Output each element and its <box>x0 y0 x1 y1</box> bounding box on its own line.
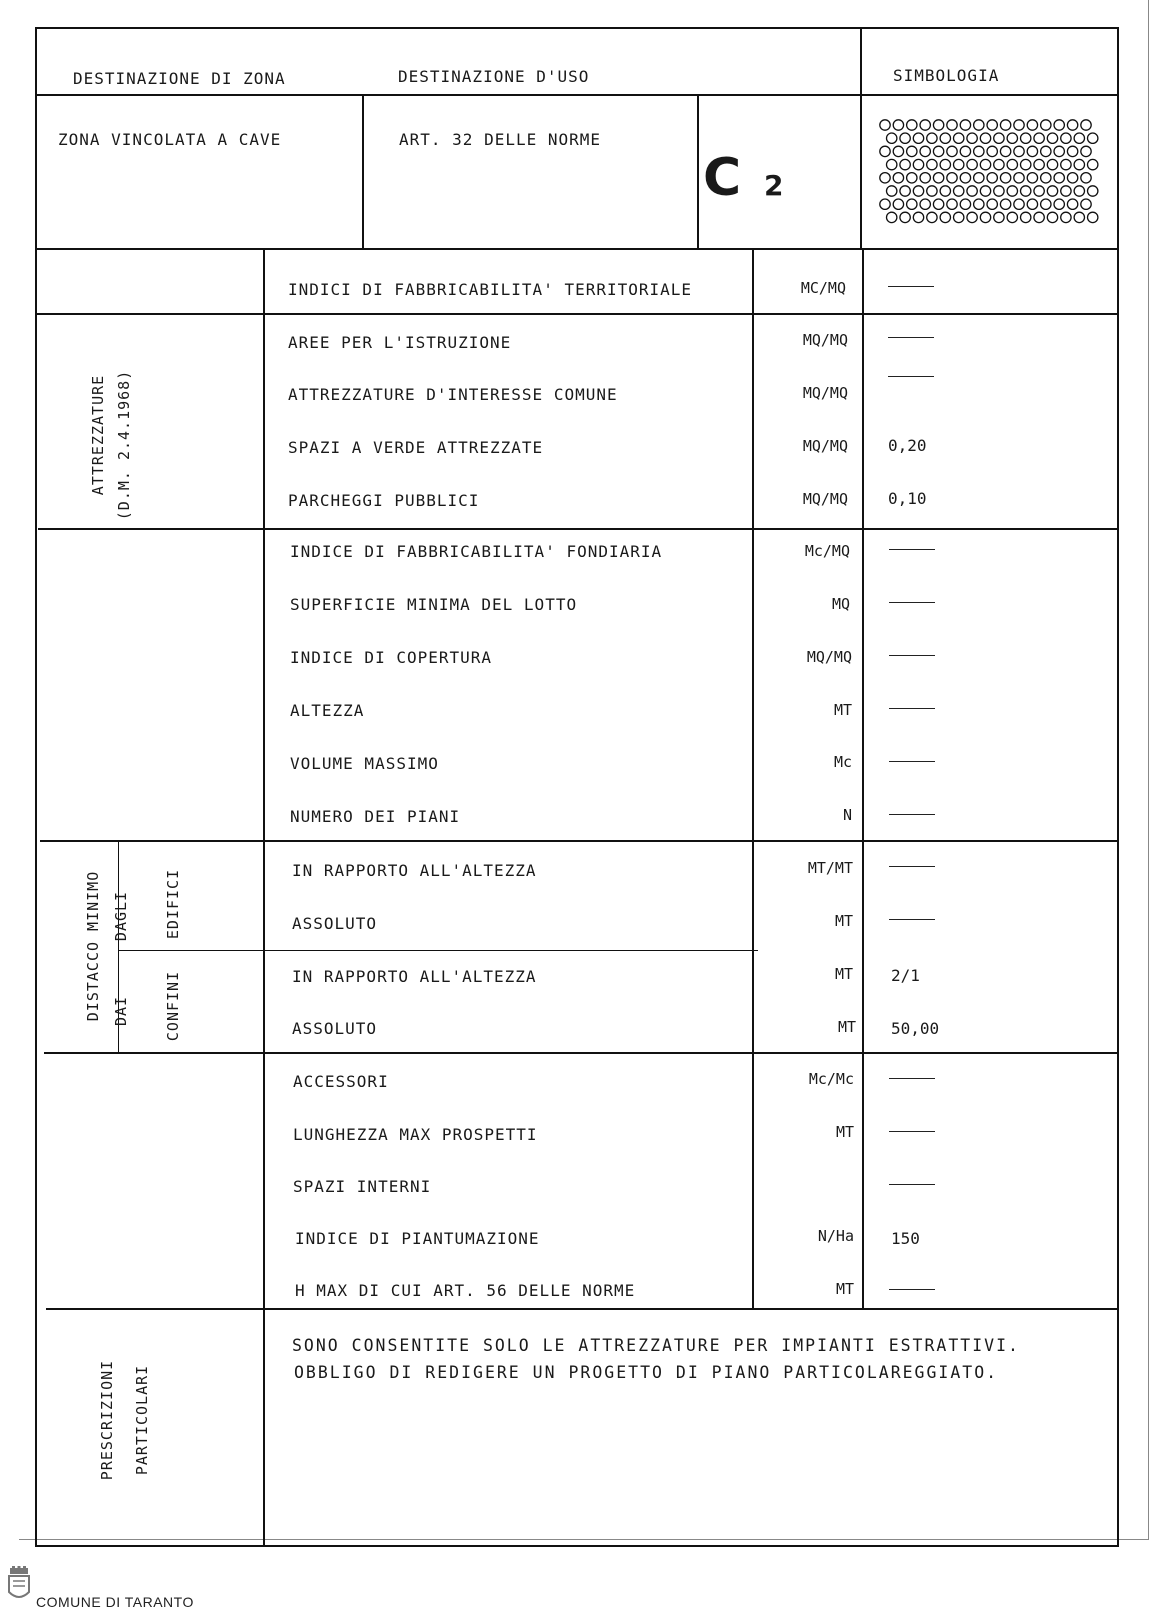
pattern-circle <box>887 186 897 196</box>
pattern-circle <box>913 159 923 169</box>
pattern-circle <box>1007 133 1017 143</box>
distacco-row-unit: MT <box>834 965 853 983</box>
pattern-circle <box>927 186 937 196</box>
pattern-circle <box>1007 159 1017 169</box>
territorial-value-dash <box>888 286 934 287</box>
pattern-circle <box>1041 199 1051 209</box>
altri-row-label: LUNGHEZZA MAX PROSPETTI <box>293 1125 538 1144</box>
pattern-circle <box>947 173 957 183</box>
fondiaria-row-value-dash <box>889 655 935 656</box>
pattern-circle <box>880 146 890 156</box>
attrezzature-row-label: PARCHEGGI PUBBLICI <box>288 491 480 510</box>
distacco-row-value-dash <box>889 866 935 867</box>
distacco-row-value: 2/1 <box>891 966 920 985</box>
attrezzature-row-value: 0,20 <box>888 436 927 455</box>
pattern-circle <box>1007 212 1017 222</box>
pattern-circle <box>954 186 964 196</box>
pattern-circle <box>1000 173 1010 183</box>
fondiaria-row-label: SUPERFICIE MINIMA DEL LOTTO <box>290 595 578 614</box>
distacco-edifici-label: EDIFICI <box>164 868 182 940</box>
pattern-circle <box>1074 186 1084 196</box>
circle-pattern-icon <box>878 118 1100 226</box>
pattern-circle <box>900 212 910 222</box>
pattern-circle <box>1067 173 1077 183</box>
rule-territorial <box>37 313 1119 315</box>
header-simbologia: SIMBOLOGIA <box>893 66 1000 85</box>
pattern-circle <box>980 212 990 222</box>
pattern-circle <box>1074 212 1084 222</box>
pattern-circle <box>974 146 984 156</box>
pattern-circle <box>967 133 977 143</box>
pattern-circle <box>907 120 917 130</box>
pattern-circle <box>1081 146 1091 156</box>
pattern-circle <box>1027 120 1037 130</box>
pattern-circle <box>1088 133 1098 143</box>
rule-col-use <box>362 94 364 248</box>
pattern-circle <box>920 199 930 209</box>
pattern-circle <box>1088 159 1098 169</box>
altri-row-value-dash <box>889 1289 935 1290</box>
zone-name: ZONA VINCOLATA A CAVE <box>58 130 282 149</box>
pattern-circle <box>1000 199 1010 209</box>
pattern-circle <box>967 186 977 196</box>
pattern-circle <box>880 173 890 183</box>
pattern-circle <box>1047 186 1057 196</box>
pattern-circle <box>974 173 984 183</box>
pattern-circle <box>1000 146 1010 156</box>
pattern-circle <box>987 120 997 130</box>
pattern-circle <box>1088 212 1098 222</box>
zone-code-letter: C <box>703 148 742 208</box>
altri-row-unit: Mc/Mc <box>808 1070 854 1088</box>
pattern-circle <box>994 212 1004 222</box>
pattern-circle <box>1061 186 1071 196</box>
pattern-circle <box>1000 120 1010 130</box>
pattern-circle <box>940 212 950 222</box>
pattern-circle <box>1014 199 1024 209</box>
pattern-circle <box>920 173 930 183</box>
prescrizioni-text-line: SONO CONSENTITE SOLO LE ATTREZZATURE PER IMPIANTI ESTRATTIVI. <box>292 1336 1020 1355</box>
altri-row-label: H MAX DI CUI ART. 56 DELLE NORME <box>295 1281 636 1300</box>
rule-distacco <box>44 1052 1119 1054</box>
pattern-circle <box>1021 212 1031 222</box>
pattern-circle <box>960 146 970 156</box>
pattern-circle <box>994 159 1004 169</box>
pattern-circle <box>1021 186 1031 196</box>
altri-row-label: INDICE DI PIANTUMAZIONE <box>295 1229 540 1248</box>
distacco-row-label: ASSOLUTO <box>292 1019 378 1038</box>
pattern-circle <box>933 173 943 183</box>
pattern-circle <box>980 133 990 143</box>
pattern-circle <box>1061 212 1071 222</box>
distacco-row-value-dash <box>889 919 935 920</box>
pattern-circle <box>940 186 950 196</box>
pattern-circle <box>967 212 977 222</box>
attrezzature-row-unit: MQ/MQ <box>802 331 848 349</box>
rule-distacco-mid <box>118 950 758 951</box>
territorial-label: INDICI DI FABBRICABILITA' TERRITORIALE <box>288 280 693 299</box>
pattern-circle <box>913 186 923 196</box>
pattern-circle <box>913 133 923 143</box>
pattern-circle <box>907 199 917 209</box>
distacco-row-unit: MT/MT <box>807 859 853 877</box>
pattern-circle <box>920 146 930 156</box>
attrezzature-row-unit: MQ/MQ <box>802 490 848 508</box>
pattern-circle <box>960 199 970 209</box>
fondiaria-row-label: INDICE DI FABBRICABILITA' FONDIARIA <box>290 542 663 561</box>
fondiaria-row-label: ALTEZZA <box>290 701 365 720</box>
altri-row-unit: MT <box>835 1280 854 1298</box>
pattern-circle <box>980 159 990 169</box>
fondiaria-row-unit: MT <box>833 701 852 719</box>
distacco-row-label: IN RAPPORTO ALL'ALTEZZA <box>292 861 537 880</box>
pattern-circle <box>1047 159 1057 169</box>
fondiaria-row-value-dash <box>889 814 935 815</box>
pattern-circle <box>1081 120 1091 130</box>
pattern-circle <box>933 199 943 209</box>
header-destinazione-uso: DESTINAZIONE D'USO <box>398 67 590 86</box>
pattern-circle <box>920 120 930 130</box>
rule-zone <box>35 248 1119 250</box>
altri-row-value-dash <box>889 1184 935 1185</box>
fondiaria-row-value-dash <box>889 761 935 762</box>
pattern-circle <box>1054 199 1064 209</box>
pattern-circle <box>954 133 964 143</box>
pattern-circle <box>933 120 943 130</box>
fondiaria-row-unit: Mc <box>833 753 852 771</box>
pattern-circle <box>947 199 957 209</box>
fondiaria-row-label: NUMERO DEI PIANI <box>290 807 461 826</box>
distacco-edifici-label: DAGLI <box>112 890 130 942</box>
fondiaria-row-unit: N <box>842 806 852 824</box>
pattern-circle <box>1021 159 1031 169</box>
attrezzature-group-label: ATTREZZATURE <box>89 374 107 496</box>
pattern-circle <box>1067 199 1077 209</box>
zone-use: ART. 32 DELLE NORME <box>399 130 602 149</box>
pattern-circle <box>1014 173 1024 183</box>
pattern-circle <box>1054 173 1064 183</box>
pattern-circle <box>940 159 950 169</box>
pattern-circle <box>1081 173 1091 183</box>
pattern-circle <box>913 212 923 222</box>
attrezzature-row-value-dash <box>888 337 934 338</box>
fondiaria-row-unit: MQ <box>831 595 850 613</box>
distacco-row-value: 50,00 <box>891 1019 940 1038</box>
pattern-circle <box>927 133 937 143</box>
pattern-circle <box>947 120 957 130</box>
pattern-circle <box>1054 120 1064 130</box>
fondiaria-row-label: VOLUME MASSIMO <box>290 754 439 773</box>
altri-row-unit: N/Ha <box>817 1227 854 1245</box>
pattern-circle <box>1041 146 1051 156</box>
pattern-circle <box>1041 120 1051 130</box>
pattern-circle <box>940 133 950 143</box>
fondiaria-row-unit: Mc/MQ <box>804 542 850 560</box>
pattern-circle <box>887 212 897 222</box>
pattern-circle <box>1041 173 1051 183</box>
pattern-circle <box>1061 159 1071 169</box>
municipal-crest-icon <box>6 1566 32 1606</box>
pattern-circle <box>1067 146 1077 156</box>
pattern-circle <box>887 133 897 143</box>
pattern-circle <box>900 159 910 169</box>
altri-row-value: 150 <box>891 1229 920 1248</box>
rule-altri <box>46 1308 1119 1310</box>
pattern-circle <box>893 120 903 130</box>
pattern-circle <box>1027 146 1037 156</box>
pattern-circle <box>987 199 997 209</box>
pattern-circle <box>947 146 957 156</box>
pattern-circle <box>1074 133 1084 143</box>
zone-code-number: 2 <box>764 169 784 202</box>
pattern-circle <box>954 212 964 222</box>
pattern-circle <box>1034 186 1044 196</box>
header-destinazione-zona: DESTINAZIONE DI ZONA <box>73 69 286 88</box>
attrezzature-row-unit: MQ/MQ <box>802 384 848 402</box>
distacco-group-label: DISTACCO MINIMO <box>84 870 102 1022</box>
pattern-circle <box>927 159 937 169</box>
pattern-circle <box>887 159 897 169</box>
pattern-circle <box>1014 120 1024 130</box>
fondiaria-row-value-dash <box>889 549 935 550</box>
attrezzature-row-unit: MQ/MQ <box>802 437 848 455</box>
attrezzature-row-label: AREE PER L'ISTRUZIONE <box>288 333 512 352</box>
prescrizioni-text-line: OBBLIGO DI REDIGERE UN PROGETTO DI PIANO PARTICOLAREGGIATO. <box>294 1363 999 1382</box>
attrezzature-row-value: 0,10 <box>888 489 927 508</box>
pattern-circle <box>954 159 964 169</box>
altri-row-value-dash <box>889 1131 935 1132</box>
attrezzature-row-value-dash <box>888 376 934 377</box>
pattern-circle <box>907 146 917 156</box>
fondiaria-row-label: INDICE DI COPERTURA <box>290 648 493 667</box>
rule-col-code <box>697 94 699 248</box>
rule-col-values <box>862 248 864 1308</box>
fondiaria-row-unit: MQ/MQ <box>806 648 852 666</box>
footer-comune: COMUNE DI TARANTO <box>36 1594 194 1610</box>
distacco-row-label: IN RAPPORTO ALL'ALTEZZA <box>292 967 537 986</box>
pattern-circle <box>1081 199 1091 209</box>
rule-fondiaria <box>40 840 1119 842</box>
pattern-circle <box>960 173 970 183</box>
rule-attrezzature <box>38 528 1119 530</box>
pattern-circle <box>1047 212 1057 222</box>
attrezzature-row-label: SPAZI A VERDE ATTREZZATE <box>288 438 544 457</box>
pattern-circle <box>893 199 903 209</box>
pattern-circle <box>987 146 997 156</box>
pattern-circle <box>1034 133 1044 143</box>
altri-row-value-dash <box>889 1078 935 1079</box>
pattern-circle <box>1014 146 1024 156</box>
pattern-circle <box>1034 159 1044 169</box>
pattern-circle <box>880 120 890 130</box>
rule-col-labels <box>263 248 265 1547</box>
pattern-circle <box>1021 133 1031 143</box>
pattern-circle <box>1027 199 1037 209</box>
pattern-circle <box>980 186 990 196</box>
distacco-row-unit: MT <box>834 912 853 930</box>
pattern-circle <box>933 146 943 156</box>
pattern-circle <box>880 199 890 209</box>
altri-row-label: SPAZI INTERNI <box>293 1177 432 1196</box>
territorial-unit: MC/MQ <box>800 279 846 297</box>
pattern-circle <box>927 212 937 222</box>
pattern-circle <box>1054 146 1064 156</box>
pattern-circle <box>974 199 984 209</box>
pattern-circle <box>1047 133 1057 143</box>
rule-col-simbologia <box>860 27 862 248</box>
pattern-circle <box>967 159 977 169</box>
attrezzature-row-label: ATTREZZATURE D'INTERESSE COMUNE <box>288 385 618 404</box>
pattern-circle <box>960 120 970 130</box>
pattern-circle <box>900 186 910 196</box>
rule-col-units <box>752 248 754 1308</box>
fondiaria-row-value-dash <box>889 602 935 603</box>
fondiaria-row-value-dash <box>889 708 935 709</box>
attrezzature-group-decree: (D.M. 2.4.1968) <box>115 369 133 521</box>
pattern-circle <box>987 173 997 183</box>
pattern-circle <box>907 173 917 183</box>
prescrizioni-label: PRESCRIZIONI <box>98 1359 116 1481</box>
distacco-confini-label: CONFINI <box>164 970 182 1042</box>
pattern-circle <box>994 133 1004 143</box>
distacco-row-unit: MT <box>837 1018 856 1036</box>
pattern-circle <box>974 120 984 130</box>
pattern-circle <box>1007 186 1017 196</box>
pattern-circle <box>994 186 1004 196</box>
pattern-circle <box>893 173 903 183</box>
pattern-circle <box>1074 159 1084 169</box>
rule-header <box>35 94 1119 96</box>
zone-sheet-table <box>35 27 1119 1547</box>
pattern-circle <box>900 133 910 143</box>
pattern-circle <box>1061 133 1071 143</box>
altri-row-label: ACCESSORI <box>293 1072 389 1091</box>
prescrizioni-label: PARTICOLARI <box>133 1364 151 1476</box>
pattern-circle <box>1034 212 1044 222</box>
distacco-confini-label: DAI <box>112 995 130 1027</box>
pattern-circle <box>1088 186 1098 196</box>
pattern-circle <box>1067 120 1077 130</box>
pattern-circle <box>893 146 903 156</box>
pattern-circle <box>1027 173 1037 183</box>
distacco-row-label: ASSOLUTO <box>292 914 378 933</box>
altri-row-unit: MT <box>835 1123 854 1141</box>
